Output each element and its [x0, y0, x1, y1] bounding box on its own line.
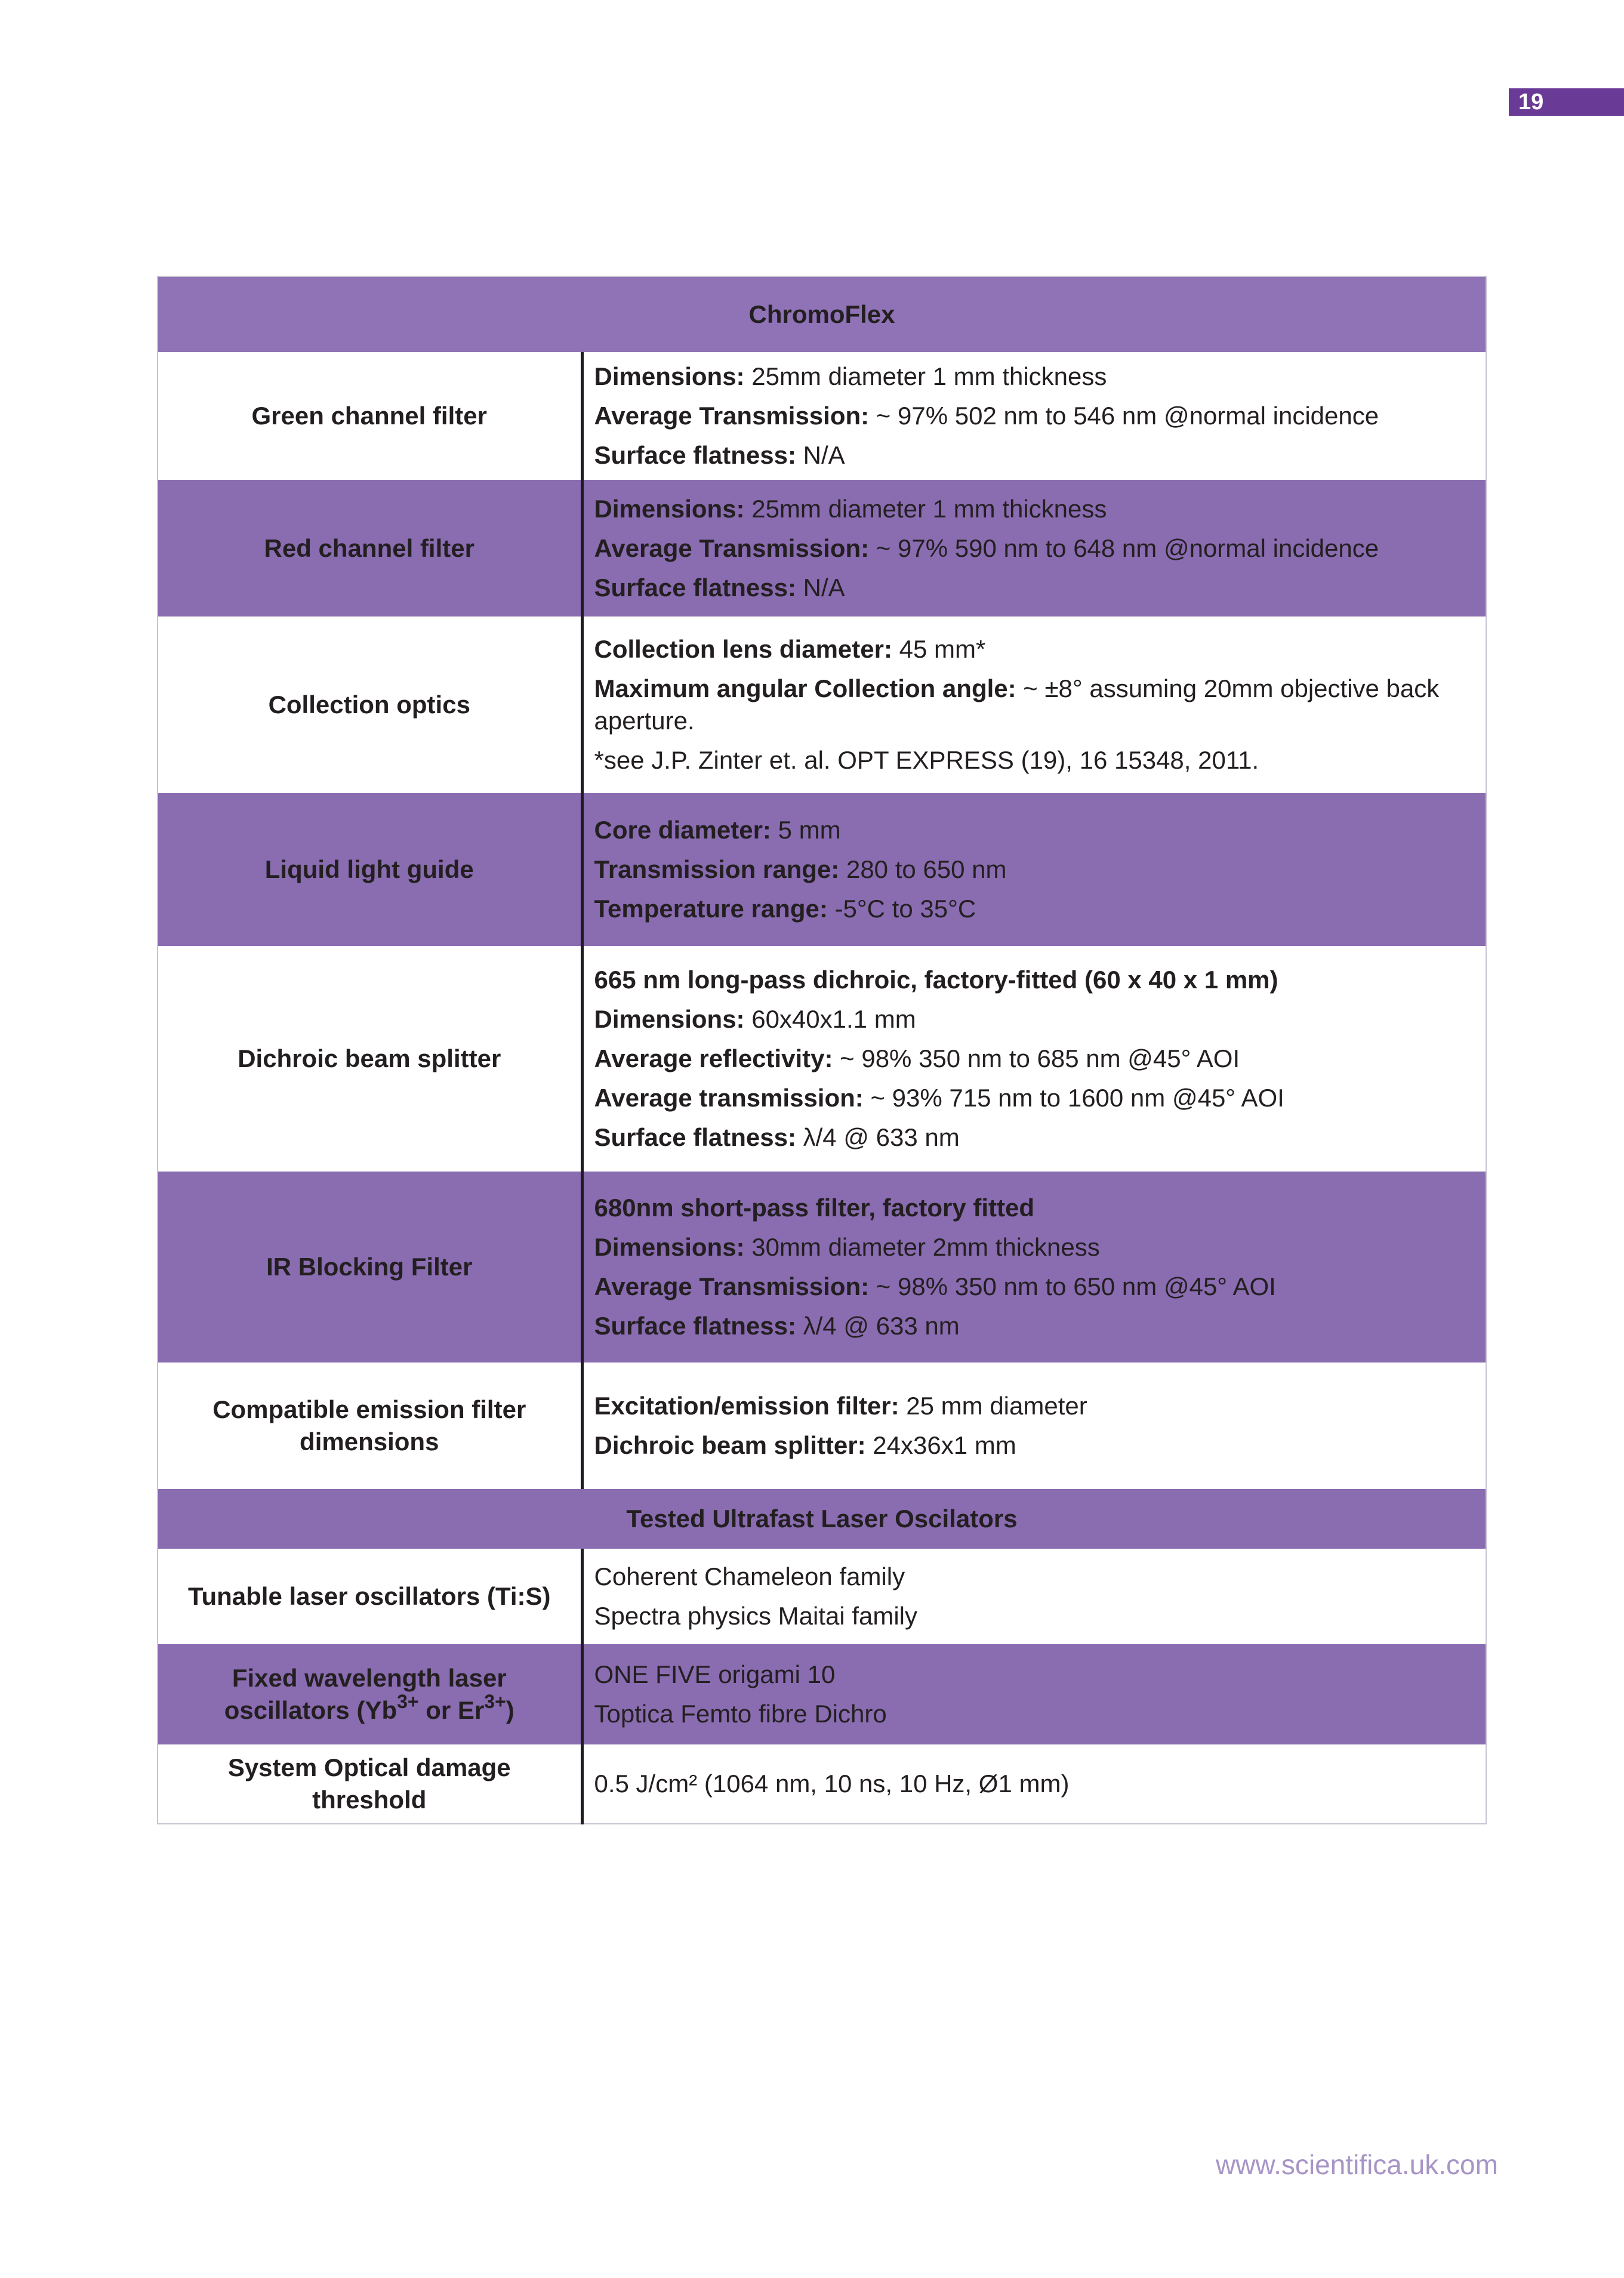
row-label: Collection optics [158, 616, 582, 793]
section-header-chromoflex [158, 276, 1486, 352]
section-title: Tested Ultrafast Laser Oscilators [158, 1489, 1486, 1549]
table-row-collection-optics [158, 616, 1486, 793]
table-row-optical-damage-threshold [158, 1744, 1486, 1824]
table-row-liquid-light-guide [158, 793, 1486, 946]
row-label: Dichroic beam splitter [158, 946, 582, 1172]
table-row-fixed-wavelength-oscillators [158, 1644, 1486, 1744]
table-row-ir-blocking-filter [158, 1172, 1486, 1363]
footer-url: www.scientifica.uk.com [1216, 2149, 1498, 2180]
table-row-green-channel-filter [158, 352, 1486, 480]
row-label: Tunable laser oscillators (Ti:S) [158, 1549, 582, 1644]
section-header-tested-oscillators [158, 1489, 1486, 1549]
row-details: 665 nm long-pass dichroic, factory-fitted (60 x 40 x 1 mm) Dimensions: 60x40x1.1 mm Average reflectivity: ~ 98% 350 nm to 685 nm @45° AOI Average transmission: ~ 93% 715 nm to 1600 nm @45° AOI Surface flatness: λ/4 @ 633 nm [582, 946, 1486, 1172]
table-row-tunable-laser-oscillators [158, 1549, 1486, 1644]
row-details: Dimensions: 25mm diameter 1 mm thickness Average Transmission: ~ 97% 590 nm to 648 nm @normal incidence Surface flatness: N/A [582, 480, 1486, 616]
row-label: IR Blocking Filter [158, 1172, 582, 1363]
row-label: Red channel filter [158, 480, 582, 616]
row-label: Compatible emission filter dimensions [158, 1363, 582, 1489]
page-number: 19 [1509, 88, 1624, 116]
row-details: 0.5 J/cm² (1064 nm, 10 ns, 10 Hz, Ø1 mm) [582, 1744, 1486, 1824]
section-title: ChromoFlex [158, 276, 1486, 352]
table-row-dichroic-beam-splitter [158, 946, 1486, 1172]
table-row-compatible-emission-filter [158, 1363, 1486, 1489]
row-details: ONE FIVE origami 10 Toptica Femto fibre Dichro [582, 1644, 1486, 1744]
specifications-table [157, 276, 1487, 1824]
row-details: Coherent Chameleon family Spectra physics Maitai family [582, 1549, 1486, 1644]
row-label: System Optical damage threshold [158, 1744, 582, 1824]
table-row-red-channel-filter [158, 480, 1486, 616]
row-label: Green channel filter [158, 352, 582, 480]
row-label: Liquid light guide [158, 793, 582, 946]
row-details: Dimensions: 25mm diameter 1 mm thickness Average Transmission: ~ 97% 502 nm to 546 nm @normal incidence Surface flatness: N/A [582, 352, 1486, 480]
row-label: Fixed wavelength laser oscillators ($Yb^{3+}$ or $Er^{3+}$) [158, 1644, 582, 1744]
row-details: Core diameter: 5 mm Transmission range: 280 to 650 nm Temperature range: -5°C to 35°C [582, 793, 1486, 946]
row-details: 680nm short-pass filter, factory fitted Dimensions: 30mm diameter 2mm thickness Average Transmission: ~ 98% 350 nm to 650 nm @45° AOI Surface flatness: λ/4 @ 633 nm [582, 1172, 1486, 1363]
row-details: Collection lens diameter: 45 mm* Maximum angular Collection angle: ~ ±8° assuming 20mm objective back aperture. *see J.P. Zinter et. al. OPT EXPRESS (19), 16 15348, 2011. [582, 616, 1486, 793]
row-details: Excitation/emission filter: 25 mm diameter Dichroic beam splitter: 24x36x1 mm [582, 1363, 1486, 1489]
